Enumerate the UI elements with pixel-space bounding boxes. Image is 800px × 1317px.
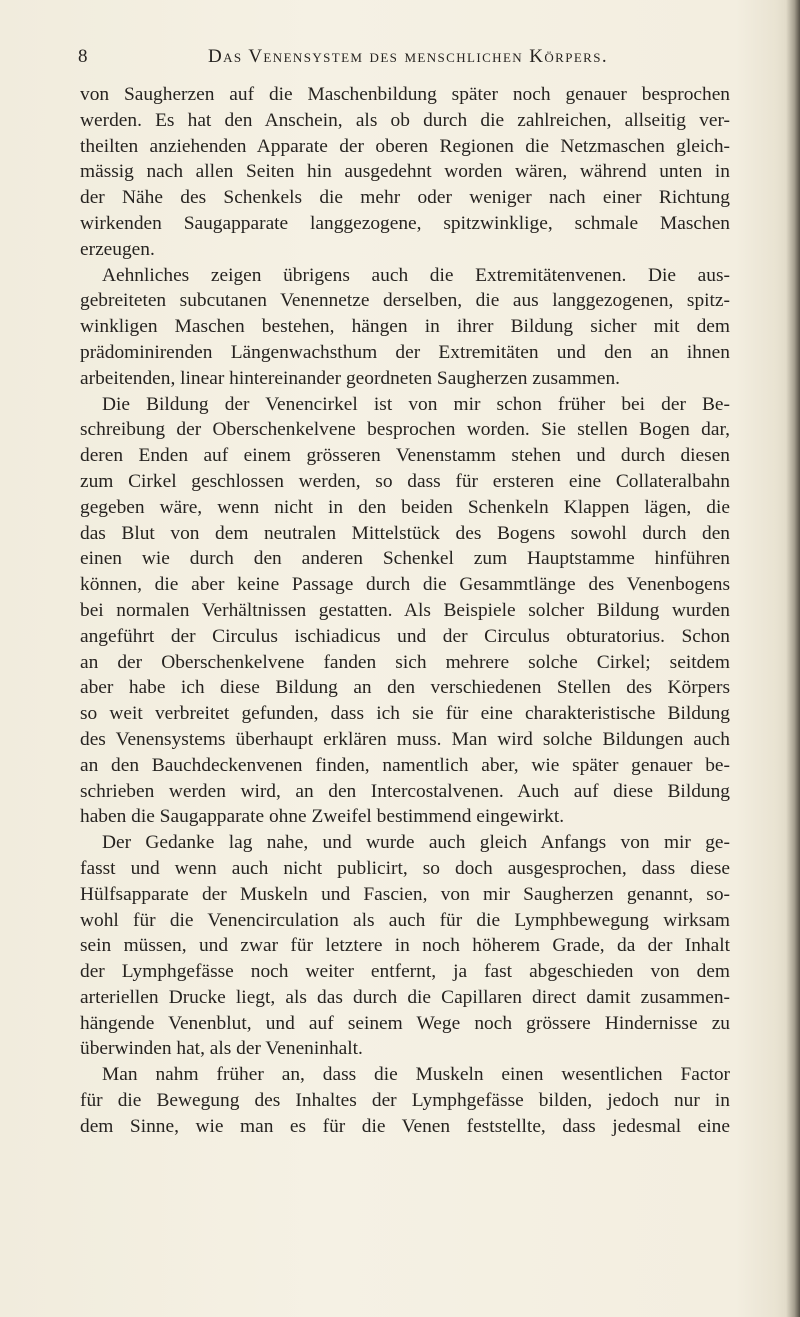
text-line: wohl für die Venencirculation als auch für die Lymphbewegung wirksam: [80, 909, 730, 931]
body-text: [80, 82, 730, 1140]
page-edge-shadow: [786, 0, 800, 1317]
running-title: Das Venensystem des menschlichen Körpers.: [207, 46, 609, 67]
text-line: Hülfsapparate der Muskeln und Fascien, von mir Saugherzen genannt, so-: [80, 883, 730, 905]
text-line: wirkenden Saugapparate langgezogene, spitzwinklige, schmale Maschen: [80, 212, 730, 234]
text-line: Die Bildung der Venencirkel ist von mir schon früher bei der Be-: [102, 393, 730, 415]
text-line: dem Sinne, wie man es für die Venen feststellte, dass jedesmal eine: [80, 1115, 730, 1137]
text-line: angeführt der Circulus ischiadicus und der Circulus obturatorius. Schon: [80, 625, 730, 647]
text-line: aber habe ich diese Bildung an den verschiedenen Stellen des Körpers: [80, 677, 730, 699]
text-line: Der Gedanke lag nahe, und wurde auch gleich Anfangs von mir ge-: [102, 832, 730, 854]
text-line: werden. Es hat den Anschein, als ob durch die zahlreichen, allseitig ver-: [80, 109, 730, 131]
text-line: an den Bauchdeckenvenen finden, namentlich aber, wie später genauer be-: [80, 754, 730, 776]
text-line: von Saugherzen auf die Maschenbildung später noch genauer besprochen: [80, 84, 730, 105]
text-line: deren Enden auf einem grösseren Venenstamm stehen und durch diesen: [80, 445, 730, 467]
text-line: an der Oberschenkelvene fanden sich mehrere solche Cirkel; seitdem: [80, 651, 730, 673]
text-line: gebreiteten subcutanen Venennetze derselben, die aus langgezogenen, spitz-: [80, 290, 730, 312]
text-line: einen wie durch den anderen Schenkel zum Hauptstamme hinführen: [80, 548, 730, 570]
text-line: der Lymphgefässe noch weiter entfernt, ja fast abgeschieden von dem: [80, 961, 730, 983]
text-line: der Nähe des Schenkels die mehr oder weniger nach einer Richtung: [80, 187, 730, 209]
text-line: überwinden hat, als der Veneninhalt.: [80, 1038, 363, 1060]
text-line: schrieben werden wird, an den Intercostalvenen. Auch auf diese Bildung: [80, 780, 730, 802]
text-line: winkligen Maschen bestehen, hängen in ihrer Bildung sicher mit dem: [80, 316, 730, 338]
text-line: gegeben wäre, wenn nicht in den beiden Schenkeln Klappen lägen, die: [80, 496, 730, 518]
text-line: hängende Venenblut, und auf seinem Wege noch grössere Hindernisse zu: [80, 1012, 730, 1034]
text-line: das Blut von dem neutralen Mittelstück des Bogens sowohl durch den: [80, 522, 730, 544]
text-line: können, die aber keine Passage durch die Gesammtlänge des Venenbogens: [80, 574, 730, 596]
text-line: sein müssen, und zwar für letztere in noch höherem Grade, da der Inhalt: [80, 935, 730, 957]
text-line: zum Cirkel geschlossen werden, so dass für ersteren eine Collateralbahn: [80, 470, 730, 492]
text-line: schreibung der Oberschenkelvene besprochen worden. Sie stellen Bogen dar,: [80, 419, 730, 441]
text-line: fasst und wenn auch nicht publicirt, so doch ausgesprochen, dass diese: [80, 857, 730, 879]
text-line: für die Bewegung des Inhaltes der Lymphgefässe bilden, jedoch nur in: [80, 1090, 730, 1112]
text-line: Aehnliches zeigen übrigens auch die Extremitätenvenen. Die aus-: [102, 264, 730, 286]
page-number: 8: [78, 46, 88, 67]
text-line: des Venensystems überhaupt erklären muss. Man wird solche Bildungen auch: [80, 728, 730, 750]
page-header: [78, 46, 738, 76]
text-line: arteriellen Drucke liegt, als das durch die Capillaren direct damit zusammen-: [80, 986, 730, 1008]
text-line: bei normalen Verhältnissen gestatten. Als Beispiele solcher Bildung wurden: [80, 599, 730, 621]
text-line: mässig nach allen Seiten hin ausgedehnt worden wären, während unten in: [80, 161, 730, 183]
text-line: haben die Saugapparate ohne Zweifel bestimmend eingewirkt.: [80, 806, 565, 828]
text-line: erzeugen.: [80, 238, 155, 260]
text-line: arbeitenden, linear hintereinander geordneten Saugherzen zusammen.: [80, 367, 621, 389]
text-line: Man nahm früher an, dass die Muskeln einen wesentlichen Factor: [102, 1064, 730, 1086]
text-line: prädominirenden Längenwachsthum der Extremitäten und den an ihnen: [80, 341, 730, 363]
text-line: theilten anziehenden Apparate der oberen Regionen die Netzmaschen gleich-: [80, 135, 730, 157]
text-line: so weit verbreitet gefunden, dass ich sie für eine charakteristische Bildung: [80, 703, 730, 725]
